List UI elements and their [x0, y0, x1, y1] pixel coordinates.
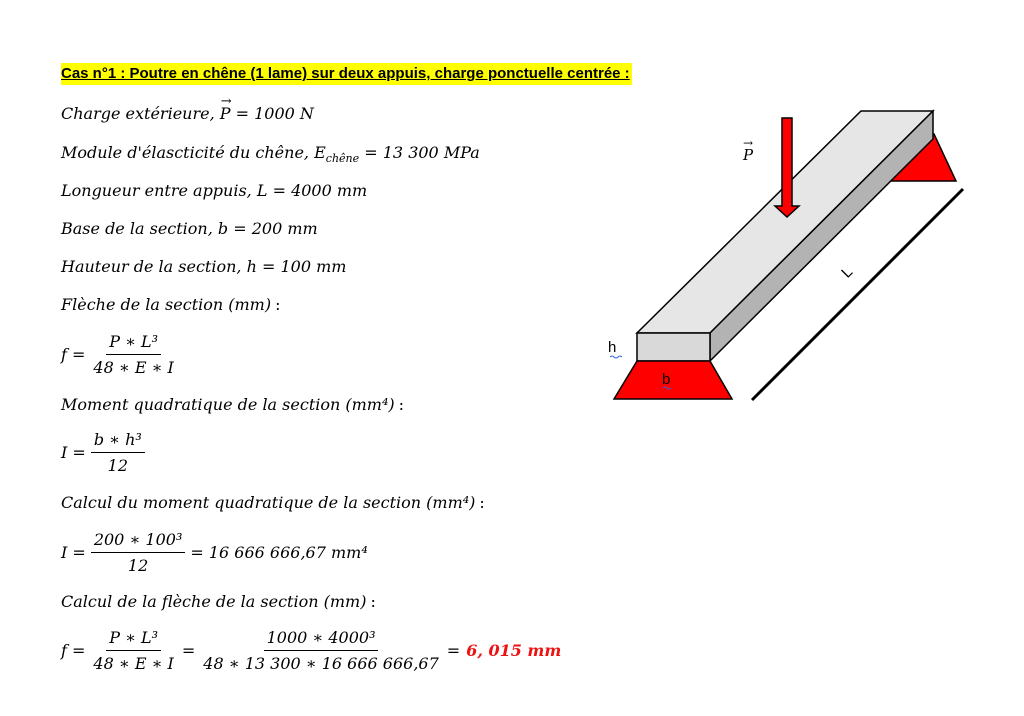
inertia-heading: Moment quadratique de la section (mm⁴) :: [61, 395, 405, 414]
load-symbol: → P: [219, 94, 232, 123]
b-label: b: [662, 371, 671, 388]
modulus-subscript: chêne: [325, 152, 360, 166]
h-label: h: [608, 339, 617, 356]
h-spell-mark: [610, 356, 622, 358]
inertia-calc-denominator: 12: [127, 556, 149, 575]
base-value: b = 200 mm: [217, 219, 318, 238]
length-value: L = 4000 mm: [256, 181, 368, 200]
deflection-fraction: [90, 332, 176, 377]
deflection-calc-equals-2: =: [446, 641, 461, 660]
inertia-calc-result: = 16 666 666,67 mm⁴: [190, 543, 368, 562]
inertia-calc-numerator: 200 ∗ 100³: [91, 530, 186, 553]
modulus-symbol: E: [314, 143, 326, 162]
inertia-formula: [61, 430, 150, 475]
inertia-calc-lhs: I =: [61, 543, 86, 562]
modulus-line: [61, 143, 480, 165]
deflection-calc-denominator-2: 48 ∗ 13 300 ∗ 16 666 666,67: [203, 654, 439, 673]
height-value: h = 100 mm: [246, 257, 347, 276]
deflection-numerator: P ∗ L³: [106, 332, 161, 355]
modulus-label: Module d'élascticité du chêne,: [61, 143, 310, 162]
inertia-fraction: [91, 430, 145, 475]
beam-front-face: [637, 333, 710, 361]
base-line: [61, 219, 318, 238]
deflection-calc-formula: [61, 628, 561, 673]
deflection-calc-numerator-1: P ∗ L³: [106, 628, 161, 651]
load-line: [61, 94, 314, 123]
deflection-lhs: f =: [61, 345, 86, 364]
base-label: Base de la section,: [61, 219, 213, 238]
inertia-calc-fraction: [91, 530, 186, 575]
deflection-calc-numerator-2: 1000 ∗ 4000³: [264, 628, 379, 651]
left-support: [614, 361, 732, 399]
force-label: → P: [743, 136, 754, 164]
modulus-value: = 13 300 MPa: [364, 143, 480, 162]
beam-diagram: [600, 100, 980, 410]
length-line: [61, 181, 367, 200]
page-title: Cas n°1 : Poutre en chêne (1 lame) sur deux appuis, charge ponctuelle centrée :: [61, 63, 632, 85]
deflection-calc-lhs: f =: [61, 641, 86, 660]
deflection-formula: [61, 332, 182, 377]
deflection-heading: Flèche de la section (mm) :: [61, 295, 281, 314]
deflection-calc-heading: Calcul de la flèche de la section (mm) :: [61, 592, 376, 611]
inertia-calc-formula: [61, 530, 368, 575]
inertia-lhs: I =: [61, 443, 86, 462]
inertia-calc-heading: Calcul du moment quadratique de la section (mm⁴) :: [61, 493, 485, 512]
inertia-denominator: 12: [107, 456, 128, 475]
load-label: Charge extérieure,: [61, 104, 215, 123]
deflection-denominator: 48 ∗ E ∗ I: [93, 358, 174, 377]
height-label: Hauteur de la section,: [61, 257, 242, 276]
height-line: [61, 257, 346, 276]
length-label: Longueur entre appuis,: [61, 181, 252, 200]
deflection-calc-equals: =: [181, 641, 196, 660]
load-value: = 1000 N: [235, 104, 314, 123]
deflection-calc-fraction-2: [200, 628, 442, 673]
inertia-numerator: b ∗ h³: [91, 430, 145, 453]
deflection-calc-denominator-1: 48 ∗ E ∗ I: [93, 654, 174, 673]
deflection-result: 6, 015 mm: [466, 641, 562, 660]
deflection-calc-fraction-1: [90, 628, 176, 673]
l-label: L: [838, 263, 857, 282]
